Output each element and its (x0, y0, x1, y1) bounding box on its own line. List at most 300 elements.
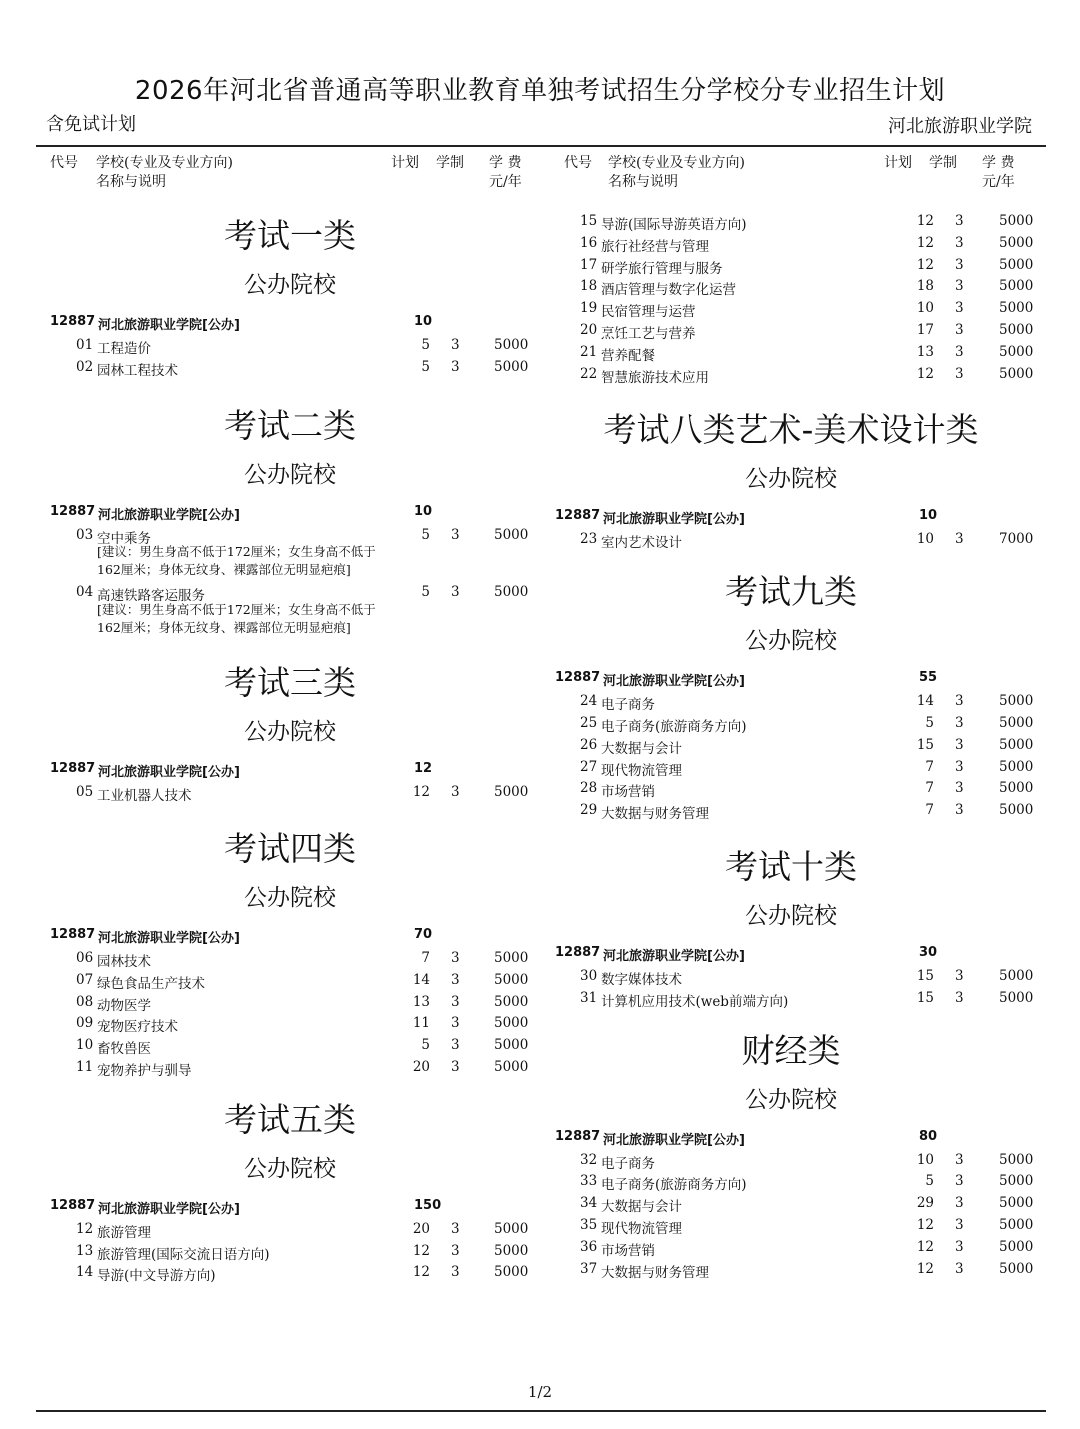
major-name: 民宿管理与运营 (601, 304, 696, 321)
header-fee-unit: 元/年 (982, 174, 1015, 190)
major-number: 04 (76, 584, 94, 601)
major-length: 3 (955, 300, 964, 317)
major-number: 03 (76, 526, 94, 543)
school-code: 12887 (50, 1197, 96, 1213)
major-plan: 14 (412, 971, 430, 988)
school-name: 河北旅游职业学院[公办] (98, 765, 240, 781)
major-fee: 5000 (999, 1216, 1034, 1233)
major-number: 23 (580, 531, 598, 548)
header-plan: 计划 (391, 155, 419, 171)
major-length: 3 (955, 802, 964, 819)
major-length: 3 (955, 256, 964, 273)
major-length: 3 (955, 343, 964, 360)
exam-category-title: 考试九类 (725, 572, 857, 612)
major-plan: 10 (916, 1151, 934, 1168)
major-name: 工程造价 (97, 341, 151, 357)
major-row (0, 1261, 540, 1283)
major-row (0, 1056, 540, 1078)
major-length: 3 (955, 1195, 964, 1212)
school-type-label: 公办院校 (244, 1155, 336, 1182)
document-title: 2026年河北省普通高等职业教育单独考试招生分学校分专业招生计划 (134, 76, 946, 106)
major-name: 园林工程技术 (97, 362, 178, 379)
major-fee: 5000 (999, 693, 1034, 710)
school-name: 河北旅游职业学院[公办] (98, 507, 240, 523)
major-fee: 5000 (999, 1173, 1034, 1190)
major-plan: 13 (916, 343, 934, 360)
major-number: 07 (76, 971, 94, 988)
column-header (0, 152, 540, 196)
school-code: 12887 (555, 944, 601, 960)
school-code: 12887 (50, 503, 96, 519)
major-row (540, 965, 1080, 987)
major-name: 数字媒体技术 (601, 971, 682, 988)
major-number: 26 (580, 736, 598, 753)
major-fee: 5000 (999, 278, 1034, 295)
school-name: 河北旅游职业学院[公办] (603, 512, 745, 528)
major-row (0, 1240, 540, 1262)
major-length: 3 (955, 1151, 964, 1168)
major-plan: 7 (925, 758, 934, 775)
major-length: 3 (955, 365, 964, 382)
major-row (0, 356, 540, 378)
school-name: 河北旅游职业学院[公办] (603, 674, 745, 690)
major-name: 高速铁路客运服务 (97, 588, 205, 605)
major-name: 现代物流管理 (601, 762, 682, 779)
major-fee: 5000 (999, 714, 1034, 731)
major-fee: 5000 (999, 780, 1034, 797)
major-fee: 5000 (494, 1037, 529, 1054)
school-type-label: 公办院校 (244, 272, 336, 298)
major-plan: 12 (916, 256, 934, 273)
school-row (540, 504, 1080, 528)
major-plan: 12 (916, 213, 934, 229)
major-length: 3 (955, 758, 964, 775)
exam-category-title: 考试十类 (725, 846, 857, 886)
major-fee: 7000 (999, 531, 1034, 548)
footer-rule (36, 1410, 1046, 1412)
major-number: 02 (76, 358, 94, 375)
major-plan: 12 (916, 1238, 934, 1255)
school-row (0, 923, 540, 947)
school-total-plan: 70 (414, 926, 433, 942)
major-plan: 5 (421, 1037, 430, 1054)
school-total-plan: 10 (414, 503, 433, 519)
major-row (540, 1170, 1080, 1192)
major-plan: 12 (412, 1242, 430, 1259)
major-note: [建议：男生身高不低于172厘米；女生身高不低于162厘米；身体无纹身、裸露部位无明显疤痕] (97, 544, 376, 578)
school-row (540, 1125, 1080, 1149)
major-plan: 5 (421, 358, 430, 375)
major-name: 营养配餐 (601, 347, 655, 364)
major-fee: 5000 (494, 1220, 529, 1237)
major-number: 35 (580, 1216, 598, 1233)
major-fee: 5000 (999, 967, 1034, 984)
major-plan: 12 (412, 784, 430, 801)
exam-section (540, 410, 1080, 550)
major-row (0, 334, 540, 356)
school-total-plan: 150 (414, 1197, 442, 1213)
major-plan: 12 (412, 1264, 430, 1281)
major-plan: 7 (925, 802, 934, 819)
school-code: 12887 (555, 670, 601, 686)
exam-section (540, 572, 1080, 821)
major-length: 3 (451, 971, 460, 988)
left-sections (0, 216, 540, 1283)
major-row (540, 232, 1080, 254)
major-row (540, 341, 1080, 363)
major-plan: 7 (421, 949, 430, 966)
major-number: 31 (580, 989, 598, 1006)
major-row (540, 1149, 1080, 1171)
major-name: 电子商务 (601, 1155, 655, 1172)
major-length: 3 (451, 1037, 460, 1054)
school-type-label: 公办院校 (745, 902, 837, 929)
exam-category-title: 考试八类艺术-美术设计类 (603, 410, 979, 450)
major-fee: 5000 (999, 321, 1034, 338)
major-plan: 14 (916, 693, 934, 710)
header-school-desc: 名称与说明 (96, 174, 166, 190)
exam-section (540, 1031, 1080, 1280)
school-name: 河北旅游职业学院[公办] (603, 948, 745, 964)
major-fee: 5000 (494, 949, 529, 966)
major-name: 智慧旅游技术应用 (601, 369, 709, 386)
major-plan: 12 (916, 365, 934, 382)
major-name: 市场营销 (601, 784, 655, 801)
school-total-plan: 55 (919, 670, 938, 686)
major-fee: 5000 (494, 358, 529, 375)
major-plan: 15 (916, 989, 934, 1006)
major-note: [建议：男生身高不低于172厘米；女生身高不低于162厘米；身体无纹身、裸露部位无明显疤痕] (97, 602, 376, 636)
subtitle-exemption-plan: 含免试计划 (46, 114, 136, 135)
major-length: 3 (955, 967, 964, 984)
major-fee: 5000 (494, 1242, 529, 1259)
major-row (0, 524, 540, 546)
header-length: 学制 (929, 155, 957, 171)
major-number: 14 (76, 1264, 94, 1281)
major-name: 园林技术 (97, 953, 151, 970)
header-school: 学校(专业及专业方向) (96, 155, 233, 171)
major-fee: 5000 (494, 1015, 529, 1032)
major-length: 3 (451, 1220, 460, 1237)
major-number: 15 (580, 213, 598, 229)
major-length: 3 (955, 1260, 964, 1277)
major-number: 06 (76, 949, 94, 966)
major-number: 24 (580, 693, 598, 710)
exam-section (0, 663, 540, 803)
major-name: 酒店管理与数字化运营 (601, 282, 736, 299)
major-name: 电子商务 (601, 697, 655, 714)
header-code: 代号 (50, 155, 78, 171)
major-plan: 20 (412, 1058, 430, 1075)
school-type-label: 公办院校 (745, 466, 837, 493)
major-name: 工业机器人技术 (97, 788, 192, 805)
school-row (0, 310, 540, 334)
major-number: 33 (580, 1173, 598, 1190)
major-number: 22 (580, 365, 598, 382)
major-length: 3 (451, 526, 460, 543)
header-code: 代号 (564, 155, 592, 171)
major-row (540, 210, 1080, 232)
school-type-label: 公办院校 (244, 461, 336, 488)
major-number: 36 (580, 1238, 598, 1255)
major-row (540, 712, 1080, 734)
continued-majors (540, 210, 1080, 384)
major-name: 动物医学 (97, 997, 151, 1014)
major-number: 10 (76, 1037, 94, 1054)
major-plan: 12 (916, 1216, 934, 1233)
major-number: 17 (580, 256, 598, 273)
major-fee: 5000 (999, 365, 1034, 382)
major-number: 09 (76, 1015, 94, 1032)
major-name: 研学旅行管理与服务 (601, 260, 723, 277)
major-name: 空中乘务 (97, 530, 151, 547)
header-length: 学制 (436, 155, 464, 171)
major-plan: 12 (916, 1260, 934, 1277)
major-row (540, 363, 1080, 385)
major-number: 08 (76, 993, 94, 1010)
major-number: 12 (76, 1220, 94, 1237)
major-name: 计算机应用技术(web前端方向) (601, 993, 789, 1010)
major-number: 13 (76, 1242, 94, 1259)
school-type-label: 公办院校 (244, 884, 336, 911)
exam-category-title: 考试二类 (224, 405, 356, 445)
exam-section (0, 829, 540, 1078)
header-school-desc: 名称与说明 (608, 174, 678, 190)
major-fee: 5000 (999, 234, 1034, 251)
major-length: 3 (955, 736, 964, 753)
major-plan: 5 (925, 714, 934, 731)
exam-category-title: 考试一类 (224, 216, 356, 255)
major-length: 3 (451, 337, 460, 353)
exam-category-title: 考试四类 (224, 828, 356, 868)
major-fee: 5000 (999, 1238, 1034, 1255)
major-fee: 5000 (494, 526, 529, 543)
major-fee: 5000 (999, 343, 1034, 360)
major-row (540, 799, 1080, 821)
major-plan: 18 (916, 278, 934, 295)
major-plan: 13 (412, 993, 430, 1010)
major-length: 3 (955, 321, 964, 338)
major-fee: 5000 (999, 758, 1034, 775)
major-number: 21 (580, 343, 598, 360)
header-rule (36, 145, 1046, 147)
major-plan: 29 (916, 1195, 934, 1212)
major-row (540, 297, 1080, 319)
major-row (540, 275, 1080, 297)
major-row (540, 1258, 1080, 1280)
major-length: 3 (451, 584, 460, 601)
major-number: 27 (580, 758, 598, 775)
header-fee: 学 费 (489, 155, 522, 171)
header-school: 学校(专业及专业方向) (608, 155, 745, 171)
school-total-plan: 80 (919, 1128, 938, 1144)
major-fee: 5000 (999, 213, 1034, 229)
major-length: 3 (955, 1216, 964, 1233)
major-number: 28 (580, 780, 598, 797)
major-row (540, 1192, 1080, 1214)
major-plan: 10 (916, 531, 934, 548)
school-code: 12887 (555, 1128, 601, 1144)
major-length: 3 (451, 1264, 460, 1281)
major-row (0, 947, 540, 969)
right-sections (540, 410, 1080, 1279)
major-number: 19 (580, 300, 598, 317)
header-fee: 学 费 (982, 155, 1015, 171)
major-name: 畜牧兽医 (97, 1041, 151, 1058)
major-name: 导游(国际导游英语方向) (601, 217, 747, 233)
major-row (0, 969, 540, 991)
major-length: 3 (451, 784, 460, 801)
major-row (540, 987, 1080, 1009)
major-length: 3 (451, 993, 460, 1010)
major-plan: 7 (925, 780, 934, 797)
school-total-plan: 12 (414, 761, 433, 777)
major-name: 绿色食品生产技术 (97, 975, 205, 992)
major-number: 34 (580, 1195, 598, 1212)
school-code: 12887 (50, 926, 96, 942)
school-total-plan: 10 (919, 508, 938, 524)
major-length: 3 (451, 1015, 460, 1032)
major-row (0, 781, 540, 803)
major-length: 3 (955, 278, 964, 295)
major-row (540, 319, 1080, 341)
exam-section (540, 847, 1080, 1009)
major-plan: 5 (421, 337, 430, 353)
header-plan: 计划 (884, 155, 912, 171)
major-fee: 5000 (494, 784, 529, 801)
major-number: 30 (580, 967, 598, 984)
school-name: 河北旅游职业学院[公办] (98, 1201, 240, 1217)
school-code: 12887 (50, 314, 96, 329)
major-plan: 12 (916, 234, 934, 251)
major-fee: 5000 (999, 802, 1034, 819)
major-row (0, 1034, 540, 1056)
major-fee: 5000 (999, 736, 1034, 753)
major-number: 37 (580, 1260, 598, 1277)
major-row (540, 254, 1080, 276)
major-plan: 15 (916, 967, 934, 984)
major-length: 3 (451, 949, 460, 966)
school-row (540, 666, 1080, 690)
exam-section (0, 406, 540, 638)
major-plan: 5 (421, 526, 430, 543)
major-length: 3 (451, 1058, 460, 1075)
major-fee: 5000 (494, 1058, 529, 1075)
major-name: 现代物流管理 (601, 1220, 682, 1237)
major-name: 宠物养护与驯导 (97, 1062, 192, 1079)
major-name: 旅行社经营与管理 (601, 238, 709, 255)
major-length: 3 (955, 213, 964, 229)
major-fee: 5000 (494, 993, 529, 1010)
major-number: 20 (580, 321, 598, 338)
major-length: 3 (955, 780, 964, 797)
major-plan: 20 (412, 1220, 430, 1237)
school-row (0, 757, 540, 781)
major-plan: 17 (916, 321, 934, 338)
exam-section (0, 1100, 540, 1283)
major-plan: 5 (421, 584, 430, 601)
school-name: 河北旅游职业学院[公办] (98, 318, 240, 333)
right-column (540, 152, 1080, 1279)
major-fee: 5000 (999, 1151, 1034, 1168)
major-row (540, 1236, 1080, 1258)
major-length: 3 (955, 693, 964, 710)
major-name: 大数据与财务管理 (601, 806, 709, 823)
major-name: 宠物医疗技术 (97, 1019, 178, 1036)
school-code: 12887 (555, 508, 601, 524)
major-fee: 5000 (999, 1195, 1034, 1212)
major-name: 大数据与会计 (601, 740, 682, 757)
major-length: 3 (955, 531, 964, 548)
major-name: 室内艺术设计 (601, 535, 682, 552)
major-length: 3 (955, 714, 964, 731)
major-fee: 5000 (494, 584, 529, 601)
major-name: 大数据与财务管理 (601, 1264, 709, 1281)
major-plan: 11 (412, 1015, 430, 1032)
major-row (540, 690, 1080, 712)
major-fee: 5000 (999, 300, 1034, 317)
left-column (0, 152, 540, 1283)
major-length: 3 (955, 1173, 964, 1190)
major-length: 3 (451, 358, 460, 375)
major-number: 18 (580, 278, 598, 295)
major-name: 电子商务(旅游商务方向) (601, 1177, 747, 1194)
major-number: 05 (76, 784, 94, 801)
school-type-label: 公办院校 (745, 628, 837, 655)
major-name: 烹饪工艺与营养 (601, 325, 696, 342)
major-row (0, 1012, 540, 1034)
major-name: 旅游管理(国际交流日语方向) (97, 1246, 270, 1263)
exam-category-title: 考试三类 (224, 663, 356, 703)
school-total-plan: 10 (414, 314, 433, 329)
major-row (0, 581, 540, 603)
major-number: 29 (580, 802, 598, 819)
major-number: 32 (580, 1151, 598, 1168)
major-row (0, 991, 540, 1013)
major-length: 3 (451, 1242, 460, 1259)
school-name: 河北旅游职业学院[公办] (98, 930, 240, 946)
major-plan: 10 (916, 300, 934, 317)
major-row (0, 1218, 540, 1240)
major-plan: 15 (916, 736, 934, 753)
major-length: 3 (955, 1238, 964, 1255)
school-row (0, 500, 540, 524)
major-row (540, 1214, 1080, 1236)
major-name: 大数据与会计 (601, 1199, 682, 1216)
major-plan: 5 (925, 1173, 934, 1190)
page-number: 1/2 (527, 1383, 553, 1401)
major-fee: 5000 (999, 989, 1034, 1006)
major-name: 电子商务(旅游商务方向) (601, 718, 747, 735)
major-fee: 5000 (999, 256, 1034, 273)
major-fee: 5000 (494, 1264, 529, 1281)
major-number: 01 (76, 337, 94, 353)
major-row (540, 528, 1080, 550)
exam-category-title: 财经类 (741, 1030, 841, 1070)
subtitle-school-name: 河北旅游职业学院 (888, 116, 1032, 137)
school-code: 12887 (50, 761, 96, 777)
header-fee-unit: 元/年 (489, 174, 522, 190)
school-row (540, 941, 1080, 965)
major-name: 旅游管理 (97, 1224, 151, 1241)
school-type-label: 公办院校 (745, 1086, 837, 1113)
major-row (540, 734, 1080, 756)
major-fee: 5000 (999, 1260, 1034, 1277)
major-name: 导游(中文导游方向) (97, 1268, 216, 1285)
school-name: 河北旅游职业学院[公办] (603, 1132, 745, 1148)
school-row (0, 1194, 540, 1218)
major-fee: 5000 (494, 337, 529, 353)
